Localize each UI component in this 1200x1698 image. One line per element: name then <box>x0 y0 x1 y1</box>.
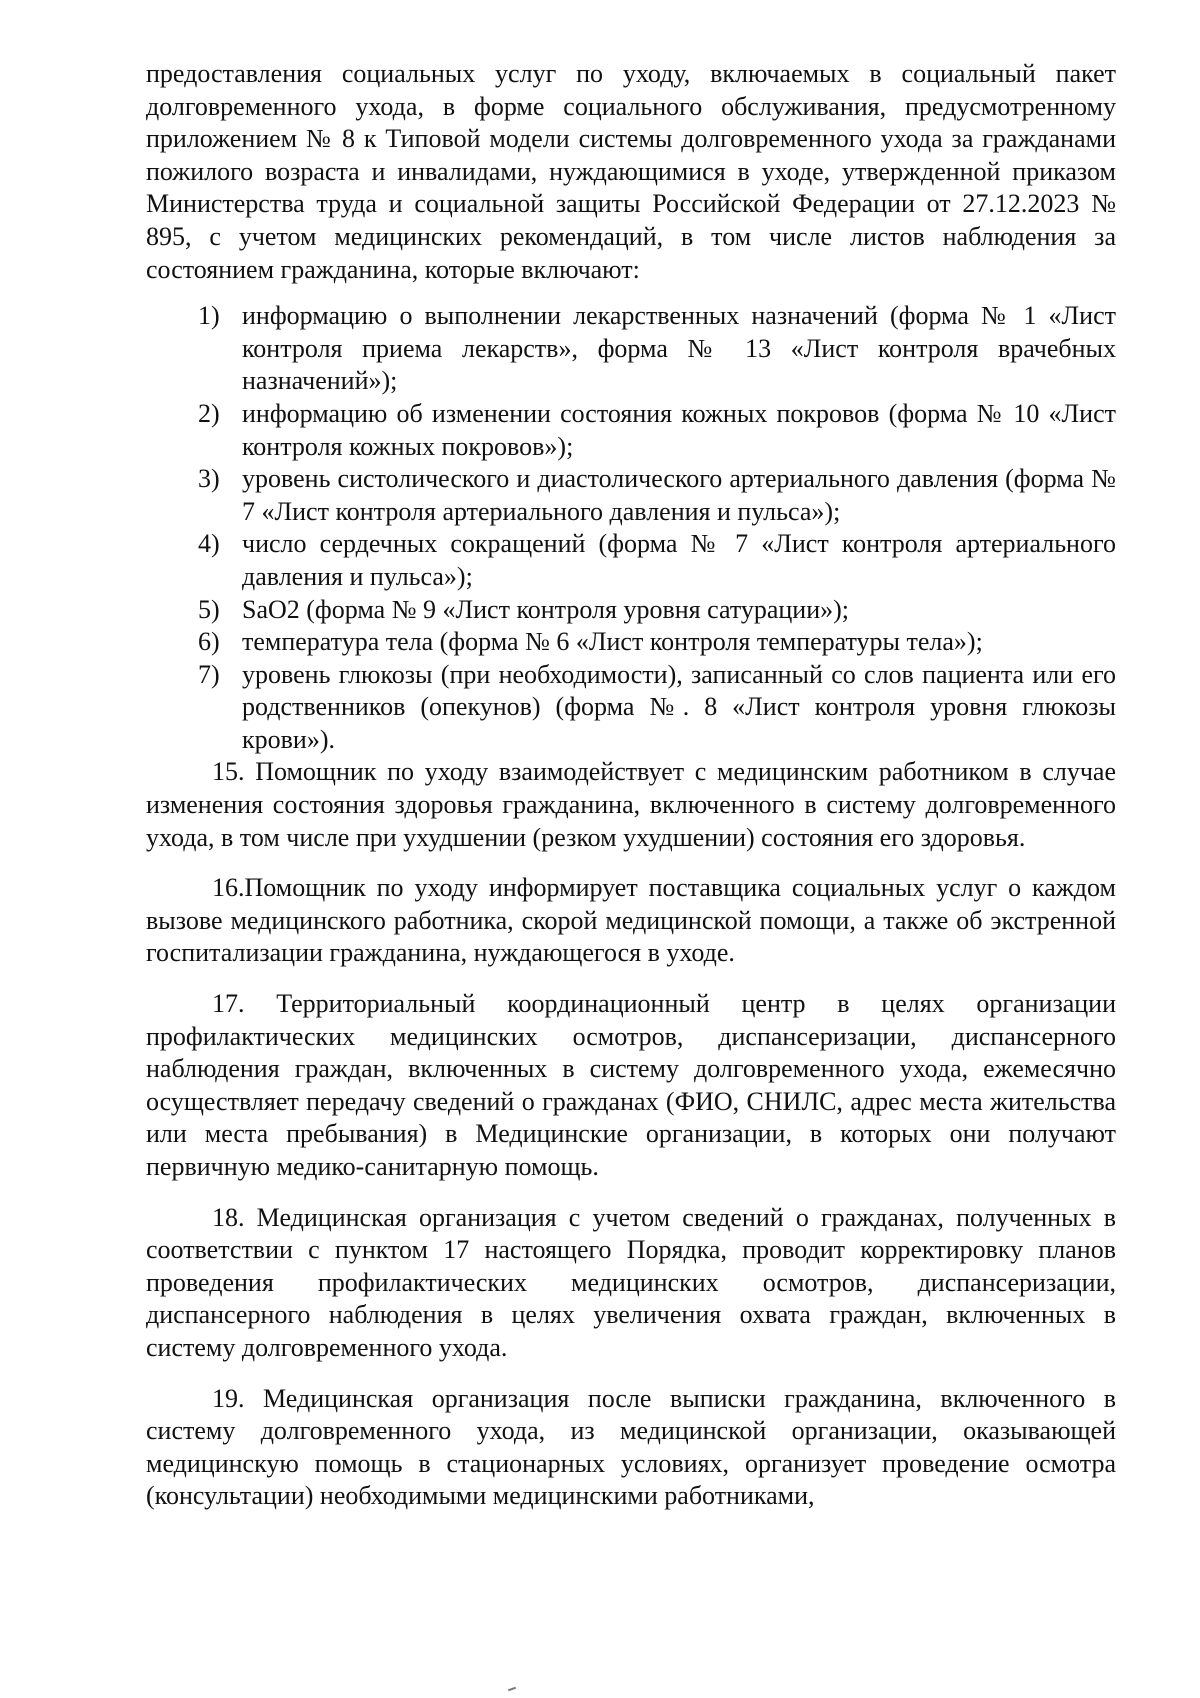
list-item-text: информацию о выполнении лекарственных назначений (форма № 1 «Лист контроля приема лекарств», форма № 13 «Лист контроля врачебных назначений»); <box>242 301 1116 396</box>
list-item <box>146 594 1116 627</box>
list-item-text: уровень глюкозы (при необходимости), записанный со слов пациента или его родственников (опекунов) (форма №. 8 «Лист контроля уровня глюкозы крови»). <box>242 659 1116 754</box>
paragraph-15: 15. Помощник по уходу взаимодействует с медицинским работником в случае изменения состояния здоровья гражданина, включенного в систему долговременного ухода, в том числе при ухудшении (резком ухудшении) состояния его здоровья. <box>146 757 1116 852</box>
list-item-number: 5) <box>198 594 220 624</box>
list-item <box>146 398 1116 463</box>
paragraph-19: 19. Медицинская организация после выписки гражданина, включенного в систему долговременного ухода, из медицинской организации, оказывающей медицинскую помощь в стационарных условиях, организует проведение осмотра (консультации) необходимыми медицинскими работниками, <box>146 1383 1116 1511</box>
list-item-number: 6) <box>198 627 220 657</box>
list-item-text: уровень систолического и диастолического артериального давления (форма № 7 «Лист контроля артериального давления и пульса»); <box>242 464 1116 526</box>
list-item-number: 4) <box>198 529 220 559</box>
list-item-text: температура тела (форма № 6 «Лист контроля температуры тела»); <box>242 627 983 657</box>
list-item-number: 2) <box>198 398 220 428</box>
list-item-text: информацию об изменении состояния кожных покровов (форма № 10 «Лист контроля кожных покровов»); <box>242 398 1116 461</box>
scan-mark <box>508 1687 516 1692</box>
paragraph-16: 16.Помощник по уходу информирует поставщика социальных услуг о каждом вызове медицинского работника, скорой медицинской помощи, а также об экстренной госпитализации гражданина, нуждающегося в уходе. <box>146 873 1116 968</box>
intro-paragraph: предоставления социальных услуг по уходу, включаемых в социальный пакет долговременного ухода, в форме социального обслуживания, предусмотренному приложением № 8 к Типовой модели системы долговременного ухода за гражданами пожилого возраста и инвалидами, нуждающимися в уходе, утвержденной приказом Министерства труда и социальной защиты Российской Федерации от 27.12.2023 № 895, с учетом медицинских рекомендаций, в том числе листов наблюдения за состоянием гражданина, которые включают: <box>146 59 1116 284</box>
list-item <box>146 626 1116 659</box>
observation-list <box>146 300 1116 756</box>
list-item-number: 7) <box>198 659 220 689</box>
list-item-number: 1) <box>198 301 220 331</box>
paragraph-18: 18. Медицинская организация с учетом сведений о гражданах, полученных в соответствии с пунктом 17 настоящего Порядка, проводит корректировку планов проведения профилактических медицинских осмотров, диспансеризации, диспансерного наблюдения в целях увеличения охвата граждан, включенных в систему долговременного ухода. <box>146 1202 1116 1362</box>
document-body <box>146 58 1116 1513</box>
list-item <box>146 463 1116 528</box>
list-item-text: SaO2 (форма № 9 «Лист контроля уровня сатурации»); <box>242 594 850 624</box>
list-item <box>146 659 1116 757</box>
list-item-number: 3) <box>198 464 220 494</box>
list-item-text: число сердечных сокращений (форма № 7 «Лист контроля артериального давления и пульса»); <box>242 529 1116 591</box>
paragraph-17: 17. Территориальный координационный центр в целях организации профилактических медицинских осмотров, диспансеризации, диспансерного наблюдения граждан, включенных в систему долговременного ухода, ежемесячно осуществляет передачу сведений о гражданах (ФИО, СНИЛС, адрес места жительства или места пребывания) в Медицинские организации, в которых они получают первичную медико-санитарную помощь. <box>146 989 1116 1181</box>
list-item <box>146 528 1116 593</box>
list-item <box>146 300 1116 398</box>
